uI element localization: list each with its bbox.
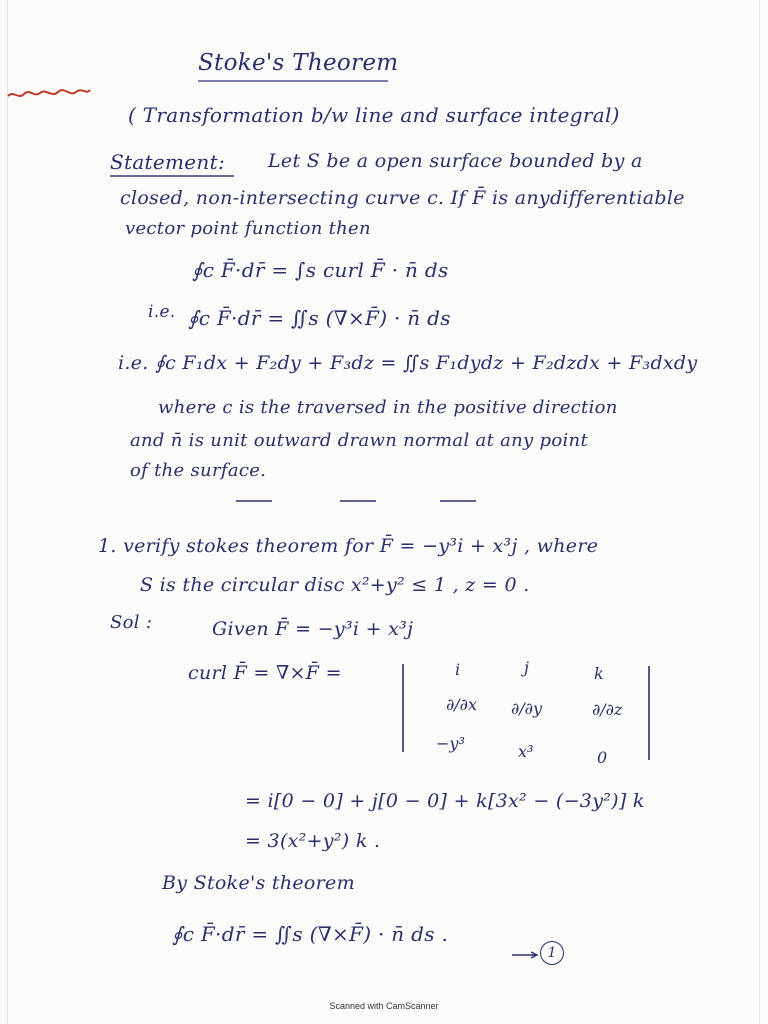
statement-line: Let S be a open surface bounded by a bbox=[268, 150, 643, 172]
arrow-icon bbox=[512, 951, 540, 959]
equation-number-badge: 1 bbox=[540, 941, 564, 965]
determinant-cell: −y³ bbox=[436, 734, 465, 753]
where-line: and n̄ is unit outward drawn normal at any point bbox=[130, 430, 588, 451]
determinant-cell: ∂/∂z bbox=[592, 700, 623, 719]
page-subtitle: ( Transformation b/w line and surface integral) bbox=[128, 103, 620, 127]
determinant-cell: i bbox=[455, 660, 461, 679]
equation-line-integral: ∮c F̄·dr̄ = ∫s curl F̄ · n̄ ds bbox=[192, 258, 449, 282]
page-edge-right bbox=[759, 0, 760, 1024]
separator-dash bbox=[340, 500, 376, 502]
determinant-cell: x³ bbox=[518, 742, 534, 761]
determinant-cell: j bbox=[524, 658, 529, 677]
where-line: of the surface. bbox=[130, 460, 267, 481]
determinant-cell: 0 bbox=[597, 748, 608, 767]
statement-line: closed, non-intersecting curve c. If F̄ is anydifferentiable bbox=[120, 187, 685, 209]
determinant-cell: k bbox=[594, 664, 604, 683]
determinant-cell: ∂/∂y bbox=[511, 699, 542, 718]
ie-mark: i.e. bbox=[148, 302, 176, 322]
question-line: 1. verify stokes theorem for F̄ = −y³i + x³j , where bbox=[98, 535, 599, 557]
page-title: Stoke's Theorem bbox=[198, 50, 399, 76]
final-equation: ∮c F̄·dr̄ = ∬s (∇×F̄) · n̄ ds . bbox=[172, 922, 449, 946]
statement-label: Statement: bbox=[110, 150, 225, 174]
statement-line: vector point function then bbox=[125, 218, 371, 239]
by-stokes-line: By Stoke's theorem bbox=[162, 872, 355, 894]
solution-label: Sol : bbox=[110, 612, 153, 633]
question-line: S is the circular disc x²+y² ≤ 1 , z = 0 . bbox=[140, 574, 530, 596]
scanner-watermark: Scanned with CamScanner bbox=[329, 1001, 439, 1011]
determinant-bar-left bbox=[402, 664, 404, 752]
determinant-bar-right bbox=[648, 666, 650, 760]
margin-scribble-icon bbox=[6, 86, 92, 102]
equation-surface-integral: ∮c F̄·dr̄ = ∬s (∇×F̄) · n̄ ds bbox=[188, 306, 451, 330]
curl-expression: curl F̄ = ∇×F̄ = bbox=[188, 662, 342, 684]
page-edge-left bbox=[7, 0, 8, 1024]
determinant-cell: ∂/∂x bbox=[446, 695, 477, 714]
separator-dash bbox=[236, 500, 272, 502]
where-line: where c is the traversed in the positive direction bbox=[158, 397, 618, 418]
separator-dash bbox=[440, 500, 476, 502]
statement-underline bbox=[110, 175, 234, 177]
given-line: Given F̄ = −y³i + x³j bbox=[212, 618, 414, 640]
curl-result: = i[0 − 0] + j[0 − 0] + k[3x² − (−3y²)] k bbox=[245, 790, 645, 812]
equation-component-form: i.e. ∮c F₁dx + F₂dy + F₃dz = ∬s F₁dydz + F₂dzdx + F₃dxdy bbox=[118, 352, 698, 374]
title-underline bbox=[198, 80, 388, 82]
curl-simplified: = 3(x²+y²) k . bbox=[245, 830, 381, 852]
